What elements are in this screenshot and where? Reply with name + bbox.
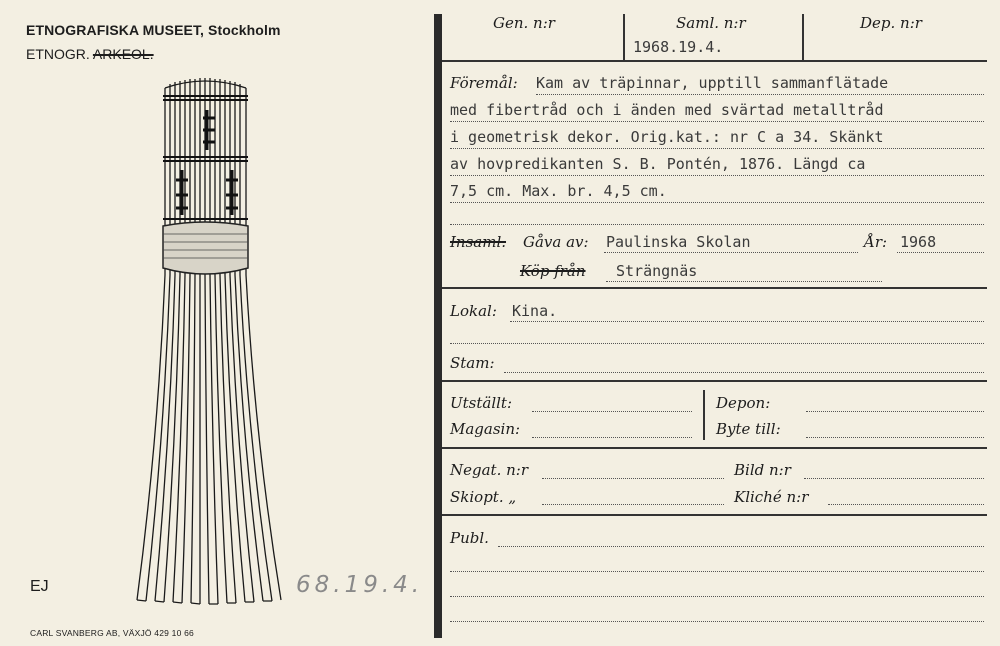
dotline <box>450 343 984 344</box>
rule <box>442 514 987 516</box>
dotline <box>450 121 984 122</box>
publ-label: Publ. <box>450 529 489 547</box>
foremal-line-3: i geometrisk dekor. Orig.kat.: nr C a 34. Skänkt <box>450 128 884 146</box>
rule <box>442 447 987 449</box>
card-divider <box>434 14 442 638</box>
dotline <box>536 94 984 95</box>
kliche-label: Kliché n:r <box>734 488 809 506</box>
publisher-logo: EJ <box>30 578 49 595</box>
foremal-line-1: Kam av träpinnar, upptill sammanflätade <box>536 74 889 92</box>
woven-band <box>163 222 248 274</box>
dotline <box>532 437 692 438</box>
dotline <box>498 546 984 547</box>
department-struck: ARKEOL. <box>92 46 154 62</box>
dep-label: Dep. n:r <box>860 14 922 32</box>
saml-label: Saml. n:r <box>676 14 746 32</box>
storage-separator <box>703 390 705 440</box>
gen-label: Gen. n:r <box>493 14 555 32</box>
saml-value: 1968.19.4. <box>633 38 724 56</box>
department-prefix: ETNOGR. <box>26 46 90 62</box>
dotline <box>450 621 984 622</box>
dotline <box>450 596 984 597</box>
dotline <box>542 478 724 479</box>
lokal-value: Kina. <box>512 302 558 320</box>
dotline <box>510 321 984 322</box>
depon-label: Depon: <box>716 394 771 412</box>
museum-header: ETNOGRAFISKA MUSEET, Stockholm <box>26 22 281 38</box>
byte-label: Byte till: <box>716 420 781 438</box>
dotline <box>450 571 984 572</box>
gava-value: Paulinska Skolan <box>606 233 751 251</box>
insaml-struck: Insaml. <box>450 233 507 251</box>
dotline <box>450 148 984 149</box>
kop-struck: Köp från <box>520 262 586 280</box>
bild-label: Bild n:r <box>734 461 791 479</box>
comb-drawing <box>120 70 300 615</box>
dotline <box>806 411 984 412</box>
dotline <box>604 252 858 253</box>
dotline <box>450 202 984 203</box>
rule-top <box>442 60 987 62</box>
dotline <box>532 411 692 412</box>
top-separator-1 <box>623 14 625 60</box>
dotline <box>804 478 984 479</box>
kop-value: Strängnäs <box>616 262 698 280</box>
skiopt-label: Skiopt. „ <box>450 488 517 506</box>
dotline <box>606 281 882 282</box>
foremal-line-2: med fibertråd och i änden med svärtad metalltråd <box>450 101 884 119</box>
dotline <box>450 224 984 225</box>
ar-value: 1968 <box>900 233 937 251</box>
dotline <box>828 504 984 505</box>
rule <box>442 287 987 289</box>
magasin-label: Magasin: <box>450 420 521 438</box>
dotline <box>897 252 984 253</box>
dotline <box>450 175 984 176</box>
rule <box>442 380 987 382</box>
foremal-line-5: 7,5 cm. Max. br. 4,5 cm. <box>450 182 667 200</box>
foremal-line-4: av hovpredikanten S. B. Pontén, 1876. Längd ca <box>450 155 866 173</box>
dotline <box>542 504 724 505</box>
department-line <box>26 46 154 62</box>
stam-label: Stam: <box>450 354 495 372</box>
pencil-number: 68.19.4. <box>296 572 424 598</box>
gava-label: Gåva av: <box>523 233 589 251</box>
printer-imprint: CARL SVANBERG AB, VÄXJÖ 429 10 66 <box>30 628 194 638</box>
lokal-label: Lokal: <box>450 302 497 320</box>
negat-label: Negat. n:r <box>450 461 528 479</box>
dotline <box>504 372 984 373</box>
ar-label: År: <box>864 233 888 251</box>
utstallt-label: Utställt: <box>450 394 513 412</box>
foremal-label: Föremål: <box>450 74 518 92</box>
dotline <box>806 437 984 438</box>
top-separator-2 <box>802 14 804 60</box>
